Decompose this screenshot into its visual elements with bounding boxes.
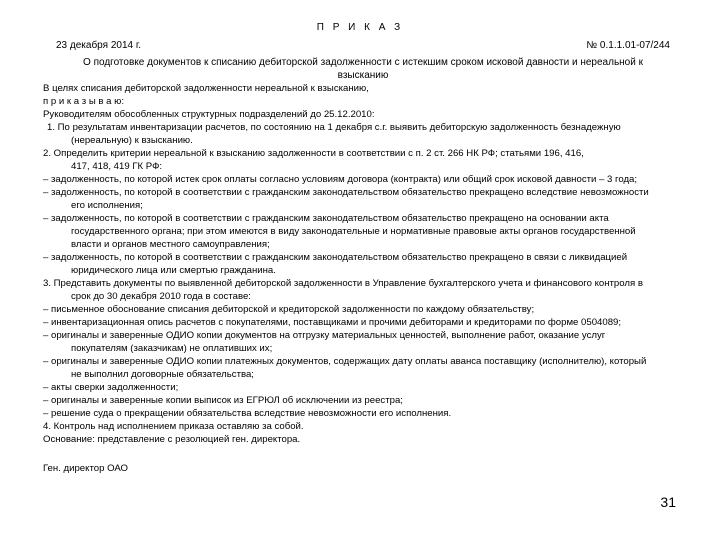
order-body (43, 82, 683, 475)
body-line: – акты сверки задолженности; (43, 382, 179, 393)
body-line: 417, 418, 419 ГК РФ: (71, 161, 163, 172)
body-line: его исполнения; (71, 200, 143, 211)
body-line: – письменное обоснование списания дебиторской и кредиторской задолженности по каждому обязательству; (43, 304, 535, 315)
body-line: власти и органов местного самоуправления; (71, 239, 270, 250)
page-number: 31 (660, 494, 676, 510)
body-line: – решение суда о прекращении обязательства вследствие невозможности его исполнения. (43, 408, 452, 419)
body-line: Руководителям обособленных структурных подразделений до 25.12.2010: (43, 109, 375, 120)
body-line: – задолженность, по которой в соответствии с гражданским законодательством обязательство прекращено вследствие невозможности (43, 187, 649, 198)
body-line: – оригиналы и заверенные ОДИО копии платежных документов, содержащих дату оплаты аванса поставщику (исполнителю), который (43, 356, 647, 367)
body-line: Основание: представление с резолюцией ген. директора. (43, 434, 301, 445)
subject-line: взысканию (337, 70, 389, 81)
body-line: п р и к а з ы в а ю: (43, 96, 124, 107)
body-line: – задолженность, по которой истек срок оплаты согласно условиям договора (контракта) или общий срок исковой давности – 3 года; (43, 174, 638, 185)
body-line: – задолженность, по которой в соответствии с гражданским законодательством обязательство прекращено на основании акта (43, 213, 609, 224)
date-number-row (56, 40, 670, 51)
body-line: – оригиналы и заверенные ОДИО копии документов на отгрузку материальных ценностей, выполнение работ, оказание услуг (43, 330, 606, 341)
body-line: – инвентаризационная опись расчетов с покупателями, поставщиками и прочими дебиторами и кредиторами по форме 0504089; (43, 317, 622, 328)
order-date: 23 декабря 2014 г. (56, 40, 142, 51)
document-title: П Р И К А З (316, 22, 404, 33)
body-line: 3. Представить документы по выявленной дебиторской задолженности в Управление бухгалтерского учета и финансового контроля в (43, 278, 643, 289)
body-line: В целях списания дебиторской задолженности нереальной к взысканию, (43, 83, 369, 94)
body-line: – оригиналы и заверенные копии выписок из ЕГРЮЛ об исключении из реестра; (43, 395, 403, 406)
spacer (43, 446, 683, 462)
body-line: покупателям (заказчикам) не оплативших их; (71, 343, 273, 354)
body-line: срок до 30 декабря 2010 года в составе: (71, 291, 251, 302)
body-line: не выполнил договорные обязательства; (71, 369, 254, 380)
body-line: 2. Определить критерии нереальной к взысканию задолженности в соответствии с п. 2 ст. 266 НК РФ; статьями 196, 416, (43, 148, 584, 159)
subject-line: О подготовке документов к списанию дебиторской задолженности с истекшим сроком исковой давности и нереальной к (83, 57, 643, 68)
body-line: (нереальную) к взысканию. (71, 135, 193, 146)
order-number: № 0.1.1.01-07/244 (586, 40, 670, 51)
order-subject (56, 56, 670, 82)
body-line: – задолженность, по которой в соответствии с гражданским законодательством обязательство прекращено в связи с ликвидацией (43, 252, 628, 263)
body-line: юридического лица или смертью гражданина. (71, 265, 276, 276)
body-line: 4. Контроль над исполнением приказа оставляю за собой. (43, 421, 304, 432)
body-line: государственного органа; при этом имеются в виду законодательные и нормативные правовые акты органов государственной (71, 226, 636, 237)
signature-line: Ген. директор ОАО (43, 463, 128, 474)
body-line: 1. По результатам инвентаризации расчетов, по состоянию на 1 декабря с.г. выявить дебиторскую задолженность безнадежную (47, 122, 621, 133)
